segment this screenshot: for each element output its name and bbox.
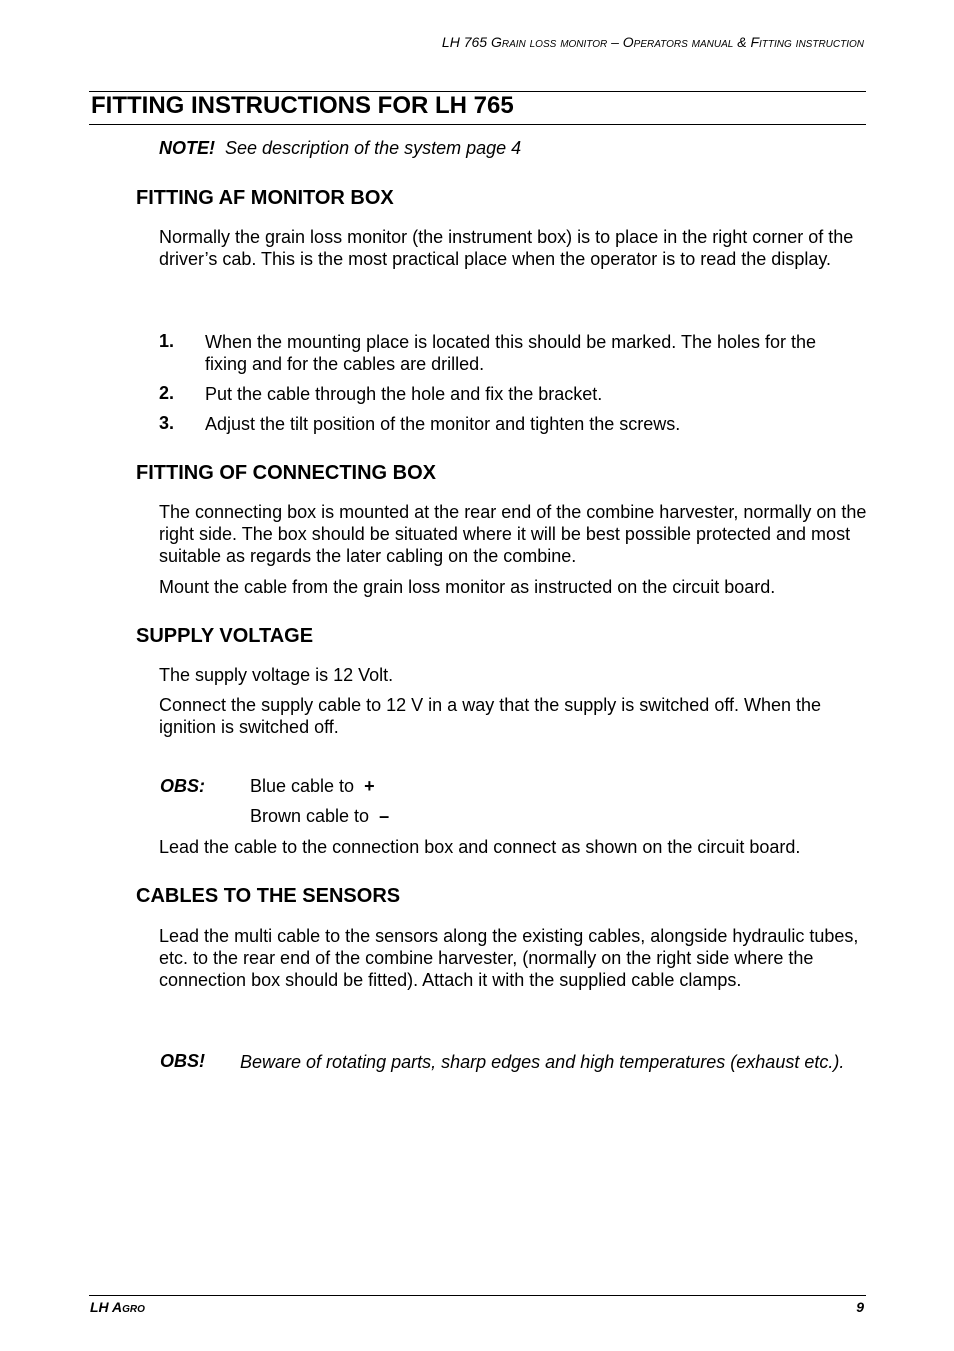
paragraph: Connect the supply cable to 12 V in a way that the supply is switched off. When the ignition is switched off. (159, 695, 822, 737)
paragraph: The connecting box is mounted at the rear end of the combine harvester, normally on the right side. The box should be situated where it will be best possible protected and most suitable as regards the later cabling on the combine. (159, 502, 867, 566)
obs-line-text: Blue cable to (250, 776, 355, 796)
title-rule-bottom (89, 124, 866, 125)
step-text: Adjust the tilt position of the monitor and tighten the screws. (205, 414, 681, 434)
footer-company: LH Agro (90, 1299, 145, 1315)
obs-line-brown (250, 806, 389, 827)
step-text: When the mounting place is located this should be marked. The holes for the fixing and for the cables are drilled. (205, 332, 817, 374)
obs-label: OBS: (160, 776, 205, 796)
running-header-title: Grain loss monitor – Operators manual & Fitting instruction (490, 34, 864, 50)
running-header (442, 34, 864, 50)
section-heading-supply-voltage: SUPPLY VOLTAGE (136, 625, 314, 647)
note-label: NOTE! (159, 138, 215, 158)
paragraph: Lead the cable to the connection box and connect as shown on the circuit board. (159, 837, 801, 857)
note (159, 138, 521, 159)
plus-symbol: + (364, 776, 375, 796)
obs-line-text: Brown cable to (250, 806, 370, 826)
paragraph: Mount the cable from the grain loss monitor as instructed on the circuit board. (159, 577, 776, 597)
paragraph: Normally the grain loss monitor (the instrument box) is to place in the right corner of the driver’s cab. This is the most practical place when the operator is to read the display. (159, 227, 854, 269)
step-text: Put the cable through the hole and fix the bracket. (205, 384, 603, 404)
step-number: 3. (159, 413, 175, 433)
paragraph: The supply voltage is 12 Volt. (159, 665, 394, 685)
warning-label: OBS! (160, 1051, 205, 1071)
section-heading-monitor-box: FITTING AF MONITOR BOX (136, 187, 394, 209)
section-heading-cables-sensors: CABLES TO THE SENSORS (136, 885, 401, 907)
footer-rule (89, 1295, 866, 1296)
page-number: 9 (856, 1299, 864, 1315)
obs-line-blue (250, 776, 375, 797)
warning-text: Beware of rotating parts, sharp edges and high temperatures (exhaust etc.). (240, 1052, 845, 1072)
step-number: 2. (159, 383, 175, 403)
paragraph: Lead the multi cable to the sensors along the existing cables, alongside hydraulic tubes, etc. to the rear end of the combine harvester, (normally on the right side where the connection box should be fitted). Attach it with the supplied cable clamps. (159, 926, 859, 990)
step-number: 1. (159, 331, 175, 351)
minus-symbol: – (379, 806, 390, 826)
section-heading-connecting-box: FITTING OF CONNECTING BOX (136, 462, 436, 484)
note-text: See description of the system page 4 (225, 138, 522, 158)
running-header-prefix: LH 765 (441, 34, 491, 50)
page-title: FITTING INSTRUCTIONS FOR LH 765 (91, 92, 514, 119)
